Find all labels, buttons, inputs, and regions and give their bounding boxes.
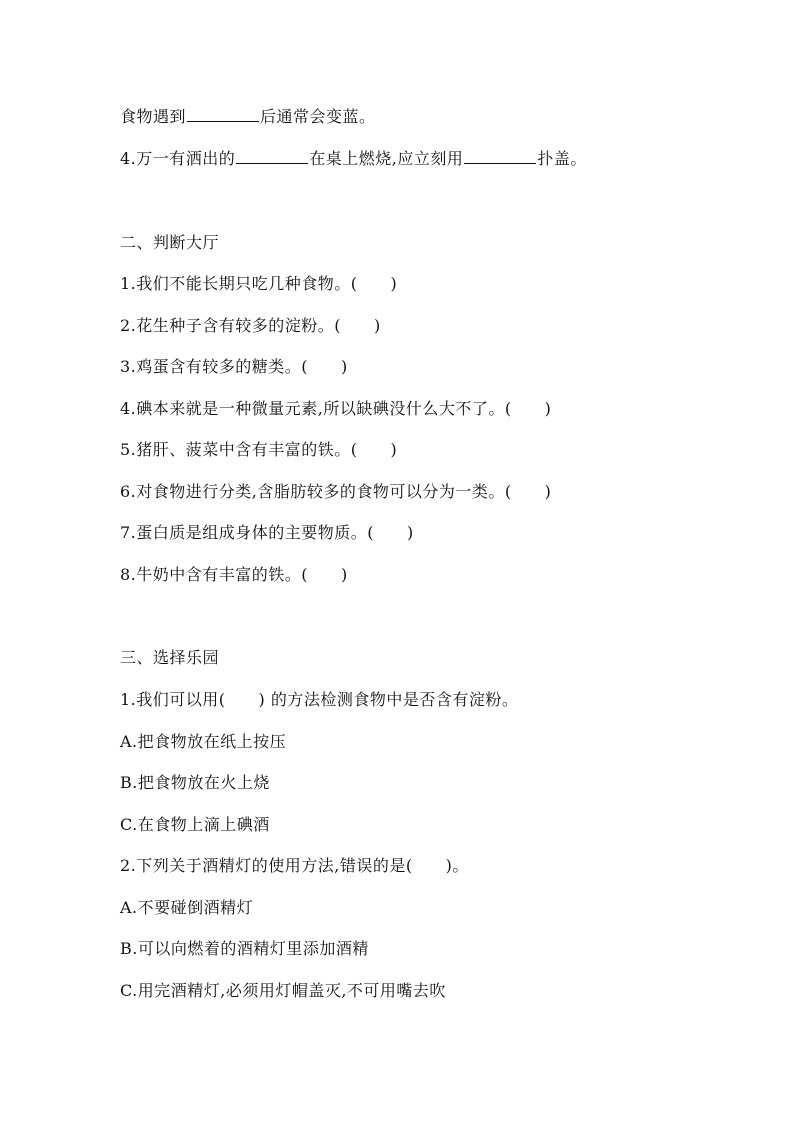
choice-q1-option-c[interactable]: C.在食物上滴上碘酒 xyxy=(120,815,270,834)
judgement-item-7: 7.蛋白质是组成身体的主要物质。( ) xyxy=(120,523,414,542)
answer-blank-1[interactable] xyxy=(236,148,308,164)
section-heading-judgement: 二、判断大厅 xyxy=(120,233,220,252)
judgement-item-8: 8.牛奶中含有丰富的铁。( ) xyxy=(120,565,348,584)
choice-q2-option-a[interactable]: A.不要碰倒酒精灯 xyxy=(120,898,254,917)
text-before: 食物遇到 xyxy=(120,107,187,126)
choice-q1-option-a[interactable]: A.把食物放在纸上按压 xyxy=(120,732,287,751)
fill-blank-item-3-continued xyxy=(120,106,376,128)
judgement-item-4: 4.碘本来就是一种微量元素,所以缺碘没什么大不了。( ) xyxy=(120,399,552,418)
text-middle: 在桌上燃烧,应立刻用 xyxy=(309,149,464,168)
fill-blank-item-4 xyxy=(120,148,587,170)
choice-q2-option-b[interactable]: B.可以向燃着的酒精灯里添加酒精 xyxy=(120,939,369,958)
judgement-item-6: 6.对食物进行分类,含脂肪较多的食物可以分为一类。( ) xyxy=(120,482,552,501)
judgement-item-1: 1.我们不能长期只吃几种食物。( ) xyxy=(120,274,398,293)
text-after: 扑盖。 xyxy=(537,149,587,168)
judgement-item-5: 5.猪肝、菠菜中含有丰富的铁。( ) xyxy=(120,440,398,459)
choice-question-1: 1.我们可以用( ) 的方法检测食物中是否含有淀粉。 xyxy=(120,690,519,709)
text-before: 4.万一有洒出的 xyxy=(120,149,236,168)
choice-question-2: 2.下列关于酒精灯的使用方法,错误的是( )。 xyxy=(120,856,469,875)
section-heading-choice: 三、选择乐园 xyxy=(120,648,220,667)
judgement-item-2: 2.花生种子含有较多的淀粉。( ) xyxy=(120,316,381,335)
answer-blank[interactable] xyxy=(187,106,259,122)
answer-blank-2[interactable] xyxy=(464,148,536,164)
choice-q2-option-c[interactable]: C.用完酒精灯,必须用灯帽盖灭,不可用嘴去吹 xyxy=(120,981,446,1000)
judgement-item-3: 3.鸡蛋含有较多的糖类。( ) xyxy=(120,357,348,376)
text-after: 后通常会变蓝。 xyxy=(260,107,376,126)
choice-q1-option-b[interactable]: B.把食物放在火上烧 xyxy=(120,773,270,792)
